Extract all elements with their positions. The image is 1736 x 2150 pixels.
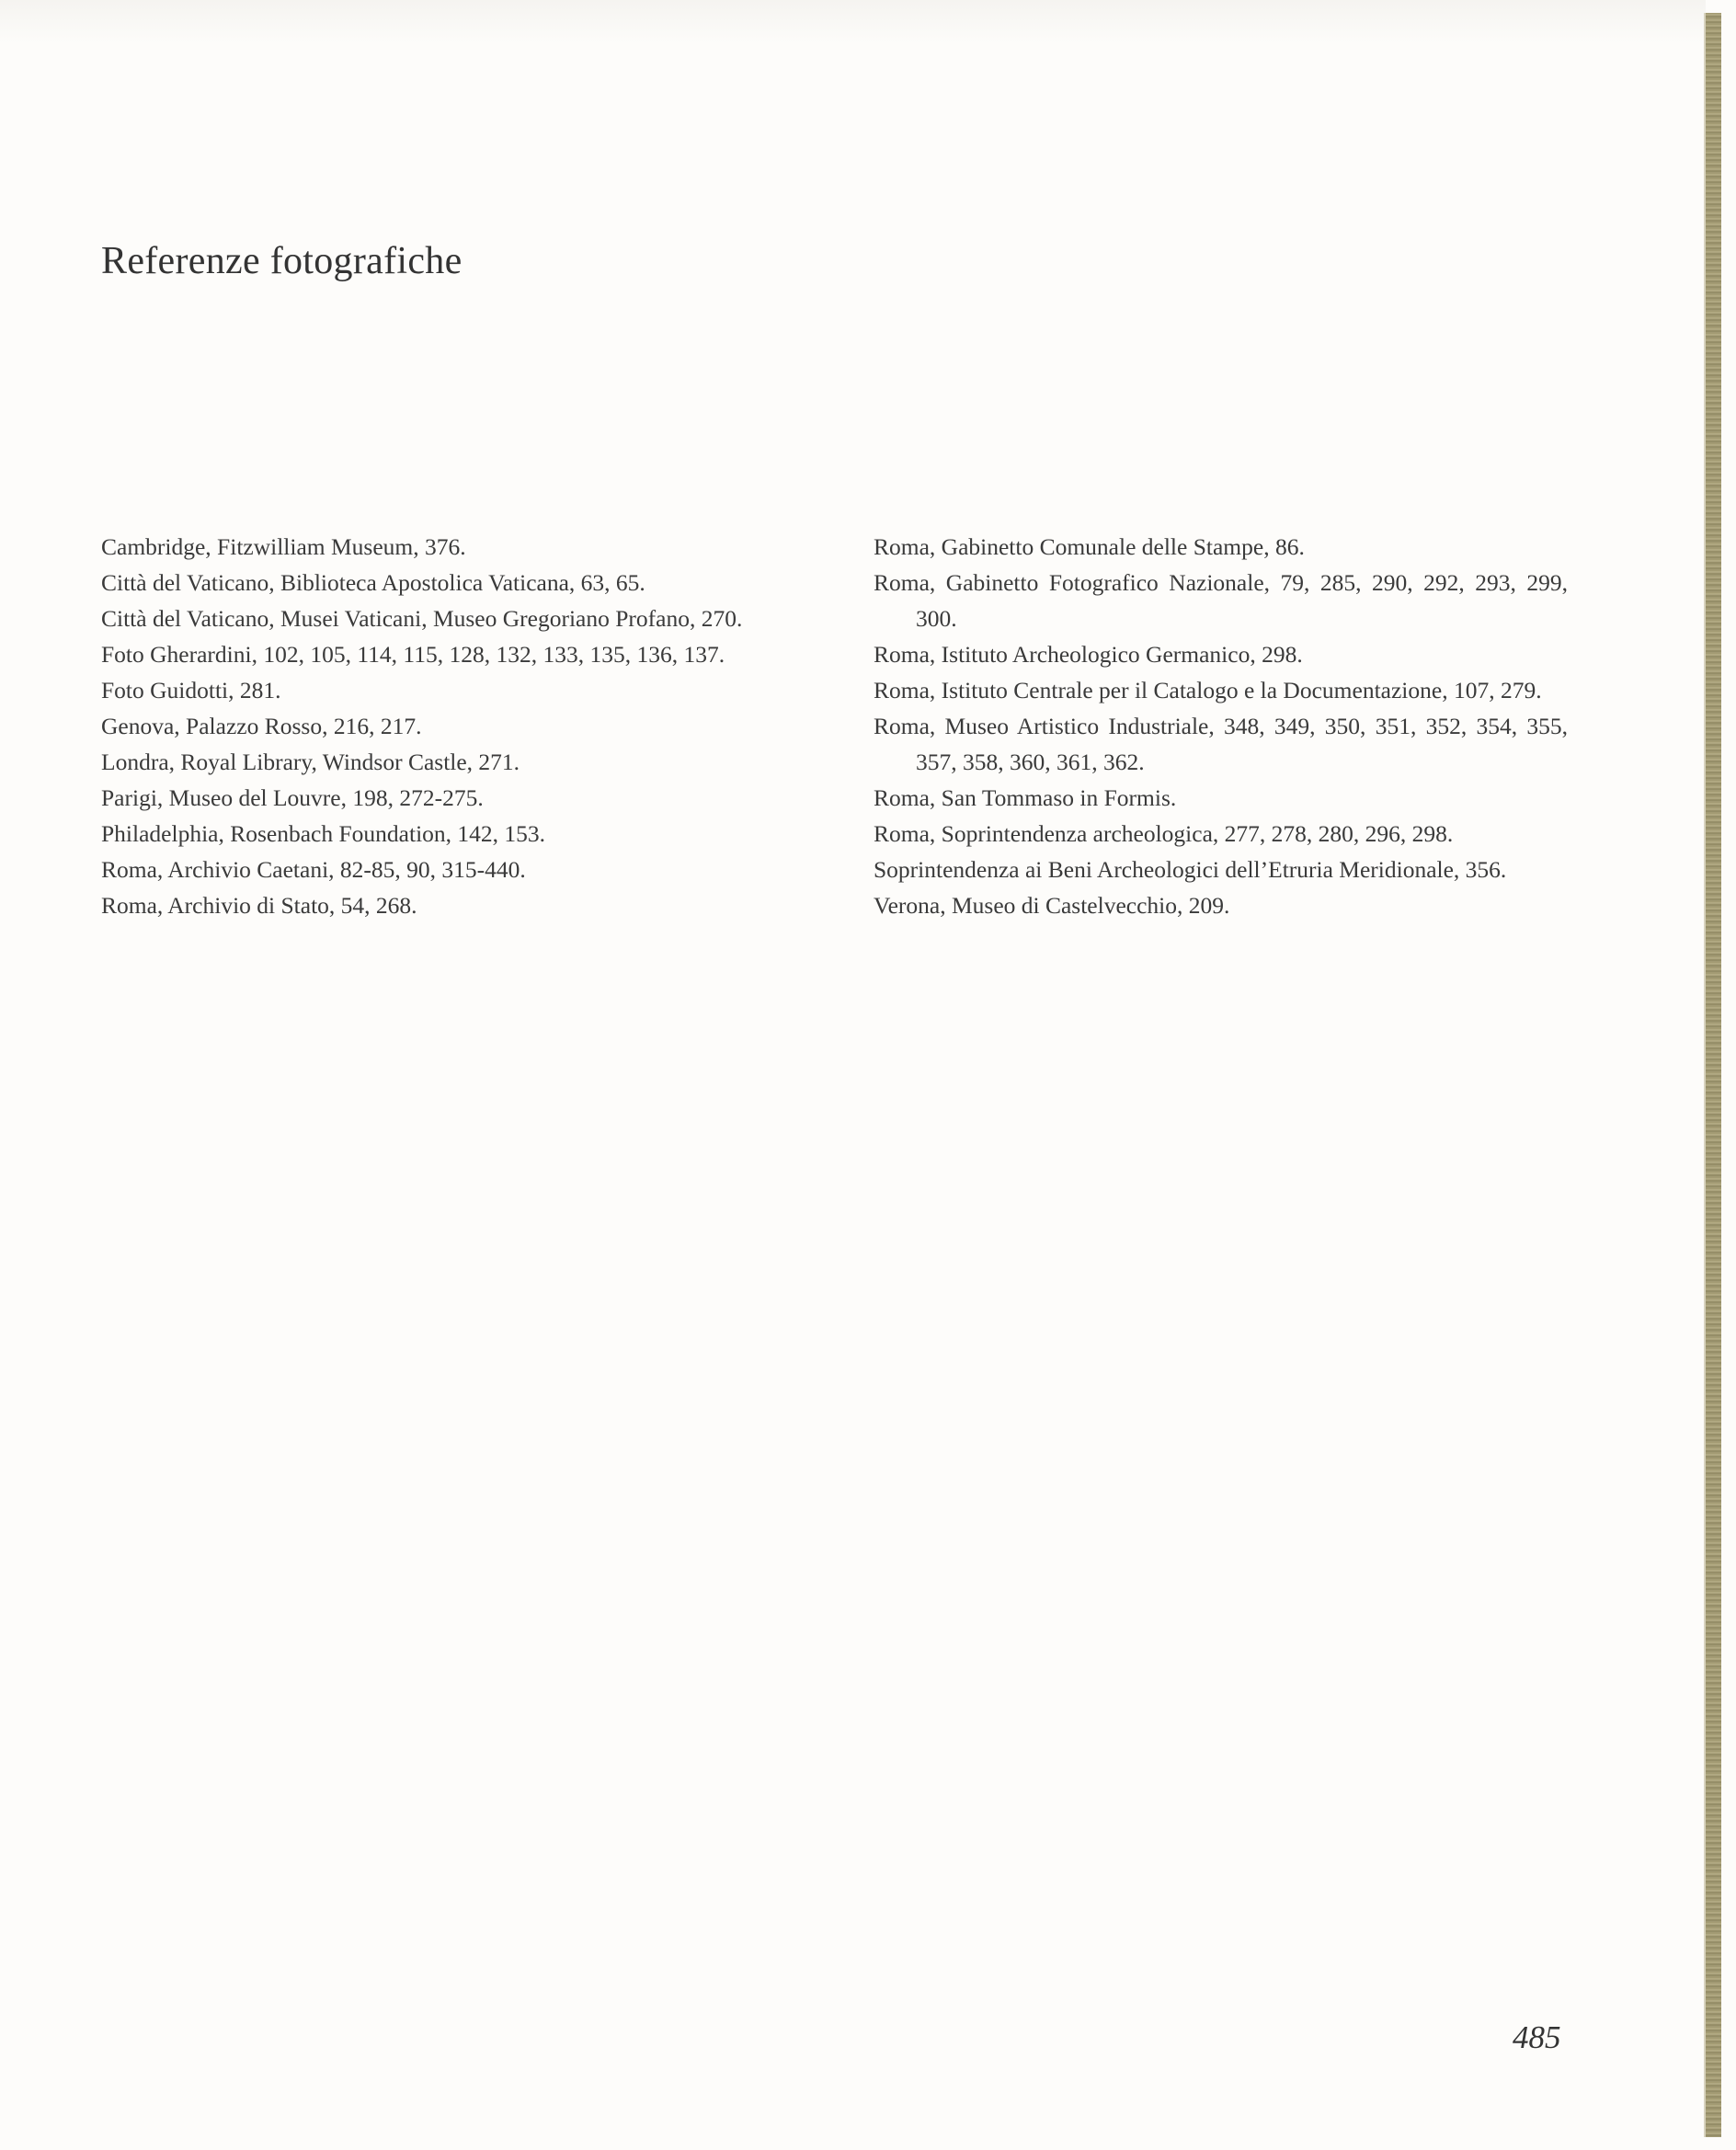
credit-entry: Roma, Gabinetto Comunale delle Stampe, 86. [874,533,1305,560]
credit-entry: Roma, Istituto Centrale per il Catalogo e la Documentazione, 107, 279. [874,677,1542,703]
credit-entry: Roma, Archivio Caetani, 82-85, 90, 315-440. [101,856,526,883]
credit-entry: Verona, Museo di Castelvecchio, 209. [874,892,1230,919]
credit-entry: Roma, Museo Artistico Industriale, 348, 349, 350, 351, 352, 354, 355, 357, 358, 360, 361, 362. [874,713,1568,775]
credit-entry: Roma, Soprintendenza archeologica, 277, 278, 280, 296, 298. [874,820,1454,847]
credit-entry: Roma, Istituto Archeologico Germanico, 298. [874,641,1303,668]
credit-entry: Foto Guidotti, 281. [101,677,281,703]
credits-column-right [874,529,1568,923]
credit-entry: Città del Vaticano, Musei Vaticani, Museo Gregoriano Profano, 270. [101,605,743,632]
credit-entry: Philadelphia, Rosenbach Foundation, 142, 153. [101,820,546,847]
credit-entry: Roma, San Tommaso in Formis. [874,784,1177,811]
credit-entry: Foto Gherardini, 102, 105, 114, 115, 128, 132, 133, 135, 136, 137. [101,641,725,668]
credit-entry: Città del Vaticano, Biblioteca Apostolica Vaticana, 63, 65. [101,569,645,596]
credit-entry: Londra, Royal Library, Windsor Castle, 271. [101,749,520,775]
page-title: Referenze fotografiche [101,240,463,283]
page-number: 485 [1513,2019,1561,2055]
credits-column-left [101,529,818,923]
credit-entry: Roma, Archivio di Stato, 54, 268. [101,892,417,919]
credit-entry: Genova, Palazzo Rosso, 216, 217. [101,713,422,739]
credit-entry: Roma, Gabinetto Fotografico Nazionale, 79, 285, 290, 292, 293, 299, 300. [874,569,1568,632]
scan-shadow [0,0,1706,44]
credit-entry: Soprintendenza ai Beni Archeologici dell’Etruria Meridionale, 356. [874,856,1507,883]
credit-entry: Cambridge, Fitzwilliam Museum, 376. [101,533,466,560]
credit-entry: Parigi, Museo del Louvre, 198, 272-275. [101,784,484,811]
book-binding-edge [1706,13,1721,2137]
